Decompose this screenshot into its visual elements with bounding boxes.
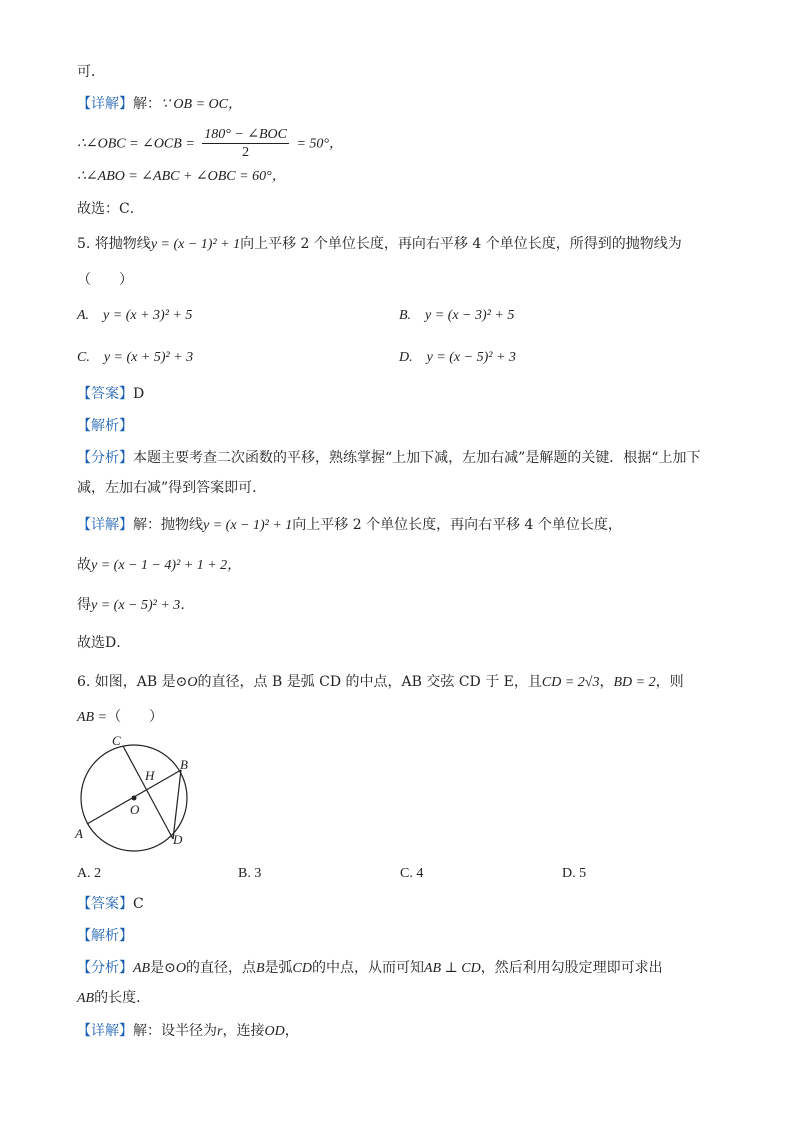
circle-figure bbox=[74, 732, 204, 852]
label-c: C bbox=[112, 733, 121, 748]
conclusion-line: 故选：C． bbox=[77, 201, 144, 217]
option-c: C. 4 bbox=[400, 866, 424, 881]
detail-line: 【详解】解：抛物线y = (x − 1)² + 1向上平移 2 个单位长度，再向右平移 4 个单位长度， bbox=[77, 517, 622, 533]
answer-line: 【答案】D bbox=[77, 386, 145, 402]
chord-cd bbox=[123, 746, 173, 839]
label-o: O bbox=[130, 802, 140, 817]
question-5: 5. 将抛物线y = (x − 1)² + 1向上平移 2 个单位长度，再向右平移 4 个单位长度，所得到的抛物线为 bbox=[77, 236, 682, 252]
option-a: A. 2 bbox=[77, 866, 102, 881]
label-h: H bbox=[145, 768, 155, 783]
analysis-tag: 【分析】 bbox=[77, 960, 133, 976]
option-b: B. 3 bbox=[238, 866, 262, 881]
analysis-line: 减，左加右减”得到答案即可． bbox=[77, 480, 267, 496]
label-d: D bbox=[173, 832, 183, 847]
option-d: D. 5 bbox=[562, 866, 587, 881]
answer-tag: 【答案】 bbox=[77, 896, 133, 912]
conclusion-line: 故选D． bbox=[77, 635, 131, 651]
step-line: 得y = (x − 5)² + 3． bbox=[77, 597, 195, 613]
option-d: D. y = (x − 5)² + 3 bbox=[399, 350, 516, 365]
question-paren: （ ） bbox=[77, 272, 133, 288]
question-line: AB =（ ） bbox=[77, 709, 164, 725]
detail-tag: 【详解】 bbox=[77, 517, 133, 533]
jiexi-tag: 【解析】 bbox=[77, 418, 133, 434]
label-b: B bbox=[180, 757, 188, 772]
jiexi-line bbox=[77, 926, 133, 946]
center-point bbox=[132, 796, 137, 801]
analysis-tag: 【分析】 bbox=[77, 450, 133, 466]
question-6: 6. 如图，AB 是⊙O的直径，点 B 是弧 CD 的中点，AB 交弦 CD 于 E，且CD = 2√3，BD = 2，则 bbox=[77, 674, 684, 690]
jiexi-tag: 【解析】 bbox=[77, 928, 133, 944]
answer-line: 【答案】C bbox=[77, 896, 144, 912]
answer-tag: 【答案】 bbox=[77, 386, 133, 402]
fraction: $\frac{\text{180° − ∠BOC}}{2}$ bbox=[204, 127, 287, 160]
step-line: 故y = (x − 1 − 4)² + 1 + 2， bbox=[77, 557, 242, 573]
option-b: B. y = (x − 3)² + 5 bbox=[399, 308, 515, 323]
option-c: C. y = (x + 5)² + 3 bbox=[77, 350, 194, 365]
analysis-line: AB的长度． bbox=[77, 990, 151, 1006]
analysis-line: 【分析】本题主要考查二次函数的平移，熟练掌握“上加下减，左加右减”是解题的关键．根据“上加下 bbox=[77, 450, 701, 466]
detail-tag: 【详解】 bbox=[77, 1023, 133, 1039]
option-a: A. y = (x + 3)² + 5 bbox=[77, 308, 193, 323]
detail-tag: 【详解】 bbox=[77, 96, 133, 112]
detail-line: 【详解】解：设半径为r，连接OD， bbox=[77, 1023, 299, 1039]
text-line: 可． bbox=[77, 64, 105, 80]
equation-line: ∴∠OBC = ∠OCB = $\frac{\text{180° − ∠BOC}}{2}$ = 50°， bbox=[77, 127, 343, 160]
detail-line: 【详解】解：∵ OB = OC， bbox=[77, 96, 242, 112]
jiexi-line bbox=[77, 416, 133, 436]
analysis-line: 【分析】AB是⊙O的直径，点B是弧CD的中点，从而可知AB ⊥ CD，然后利用勾股定理即可求出 bbox=[77, 960, 663, 976]
equation-line: ∴∠ABO = ∠ABC + ∠OBC = 60°， bbox=[77, 169, 286, 184]
label-a: A bbox=[75, 826, 83, 841]
